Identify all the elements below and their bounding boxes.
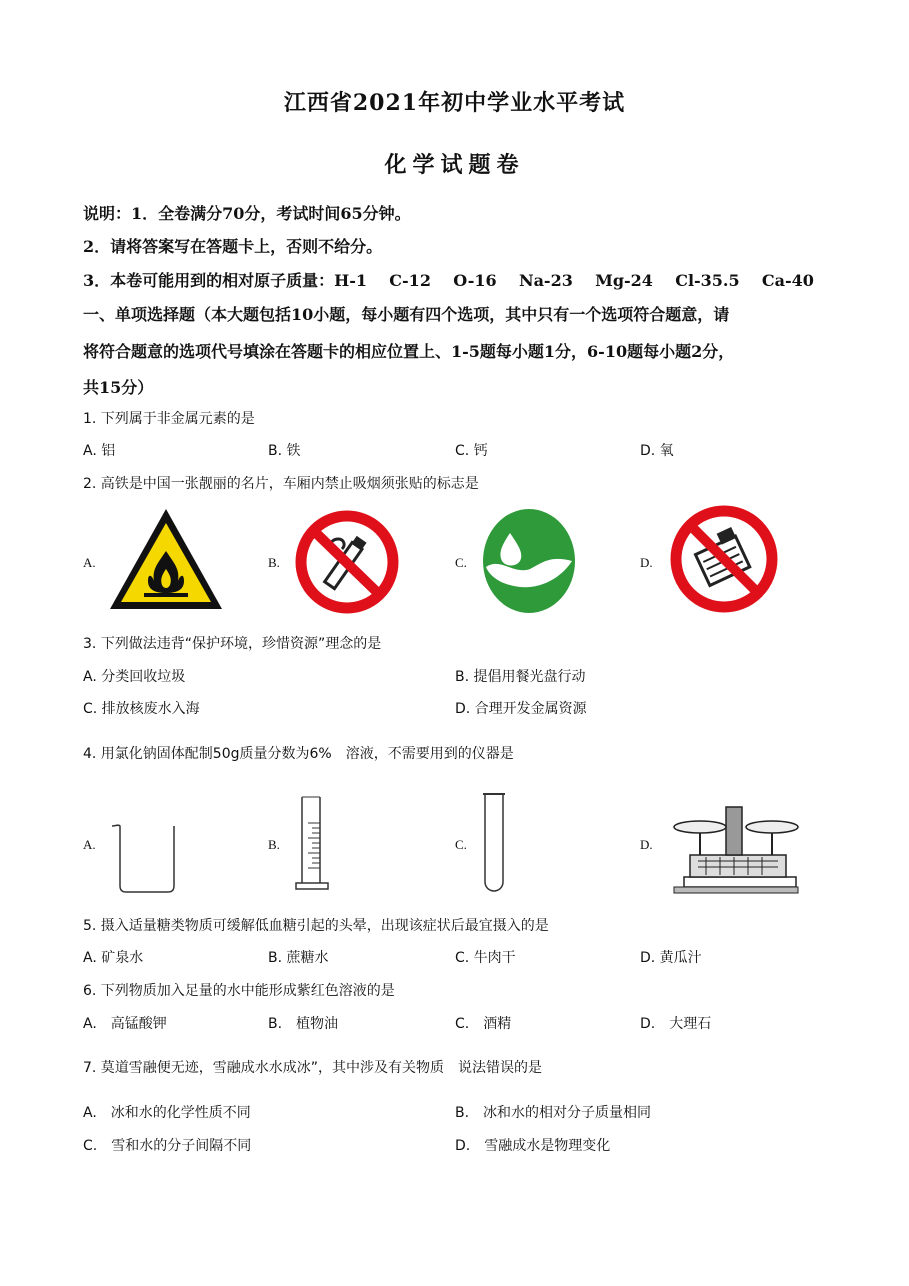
question-6-option-c[interactable]: C. 酒精 [455,1016,512,1032]
no-smoking-sign-icon[interactable] [294,509,400,615]
question-2-label-a[interactable]: A. [83,555,96,570]
question-1-option-a[interactable]: A. 铝 [83,443,116,459]
question-7-option-d[interactable]: D. 雪融成水是物理变化 [455,1138,611,1154]
question-2-stem: 2. 高铁是中国一张靓丽的名片，车厢内禁止吸烟须张贴的标志是 [83,476,479,492]
question-1-option-d[interactable]: D. 氧 [640,443,674,459]
question-5-stem: 5. 摄入适量糖类物质可缓解低血糖引起的头晕，出现该症状后最宜摄入的是 [83,918,549,934]
question-4-label-b[interactable]: B. [268,837,280,852]
section-heading-3: 共15分） [83,378,154,397]
section-heading-2: 将符合题意的选项代号填涂在答题卡的相应位置上、1-5题每小题1分，6-10题每小题2分， [83,342,735,361]
water-saving-symbol-icon[interactable] [480,505,578,615]
question-3-option-b[interactable]: B. 提倡用餐光盘行动 [455,669,586,685]
graduated-cylinder-icon[interactable] [296,795,332,895]
question-1-option-b[interactable]: B. 铁 [268,443,301,459]
question-5-option-c[interactable]: C. 牛肉干 [455,950,516,966]
beaker-icon[interactable] [110,822,180,894]
flammable-warning-icon[interactable] [108,507,224,611]
question-7-option-b[interactable]: B. 冰和水的相对分子质量相同 [455,1105,652,1121]
question-1-stem: 1. 下列属于非金属元素的是 [83,411,255,427]
note-3: 3．本卷可能用到的相对原子质量：H-1 C-12 O-16 Na-23 Mg-24 Cl-35.5 Ca-40 [83,271,814,290]
question-5-option-d[interactable]: D. 黄瓜汁 [640,950,702,966]
question-3-stem: 3. 下列做法违背“保护环境，珍惜资源”理念的是 [83,636,382,652]
question-2-label-c[interactable]: C. [455,555,467,570]
question-6-option-a[interactable]: A. 高锰酸钾 [83,1016,167,1032]
question-5-option-a[interactable]: A. 矿泉水 [83,950,144,966]
note-1: 说明：1．全卷满分70分，考试时间65分钟。 [83,204,411,223]
question-1-option-c[interactable]: C. 钙 [455,443,488,459]
question-4-label-c[interactable]: C. [455,837,467,852]
question-2-label-b[interactable]: B. [268,555,280,570]
question-6-stem: 6. 下列物质加入足量的水中能形成紫红色溶液的是 [83,983,395,999]
question-6-option-b[interactable]: B. 植物油 [268,1016,339,1032]
question-5-option-b[interactable]: B. 蔗糖水 [268,950,329,966]
balance-scale-icon[interactable] [670,805,802,895]
note-2: 2．请将答案写在答题卡上，否则不给分。 [83,237,383,256]
question-3-option-c[interactable]: C. 排放核废水入海 [83,701,200,717]
question-2-label-d[interactable]: D. [640,555,653,570]
question-4-label-d[interactable]: D. [640,837,653,852]
no-matches-sign-icon[interactable] [668,503,780,615]
test-tube-icon[interactable] [482,792,506,896]
question-3-option-a[interactable]: A. 分类回收垃圾 [83,669,186,685]
question-7-stem: 7. 莫道雪融便无迹，雪融成水水成冰”，其中涉及有关物质 说法错误的是 [83,1060,543,1076]
page-title: 江西省2021年初中学业水平考试 [283,90,626,116]
question-4-label-a[interactable]: A. [83,837,96,852]
question-7-option-c[interactable]: C. 雪和水的分子间隔不同 [83,1138,252,1154]
question-3-option-d[interactable]: D. 合理开发金属资源 [455,701,587,717]
question-6-option-d[interactable]: D. 大理石 [640,1016,712,1032]
question-4-stem: 4. 用氯化钠固体配制50g质量分数为6% 溶液，不需要用到的仪器是 [83,746,514,762]
page-subtitle: 化学试题卷 [384,152,525,178]
question-7-option-a[interactable]: A. 冰和水的化学性质不同 [83,1105,251,1121]
section-heading-1: 一、单项选择题（本大题包括10小题，每小题有四个选项，其中只有一个选项符合题意，请 [83,305,730,324]
